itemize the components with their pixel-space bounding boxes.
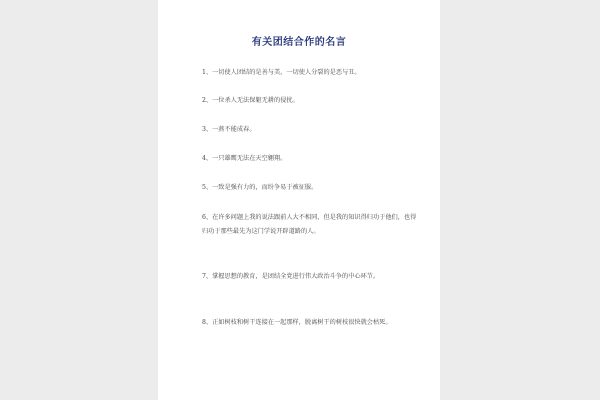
quote-item-3: 3、一燕不能成春。	[202, 126, 256, 133]
quote-item-1: 1、一切使人团结的是善与美，一切使人分裂的是恶与丑。	[202, 69, 361, 76]
quote-item-6: 6、在许多问题上我的说法跟前人大不相同，但是我的知识得归功于他们，也得归功于那些最先为这门学说开辟道路的人。	[202, 214, 417, 235]
document-page	[158, 0, 440, 400]
quote-item-5: 5、一致是强有力的，而纷争易于被征服。	[202, 184, 318, 191]
quote-item-7: 7、掌握思想的教育，是团结全党进行伟大政治斗争的中心环节。	[202, 273, 380, 280]
quote-item-2: 2、一位杀人无法保躯无耕的侵扰。	[202, 97, 299, 104]
quote-item-4: 4、一只雄鹰无法在天空翱翔。	[202, 155, 287, 162]
page-title: 有关团结合作的名言	[251, 37, 347, 48]
quote-item-8: 8、正如树枝和树干连接在一起那样，脱离树干的树枝很快就会枯死。	[202, 319, 392, 326]
